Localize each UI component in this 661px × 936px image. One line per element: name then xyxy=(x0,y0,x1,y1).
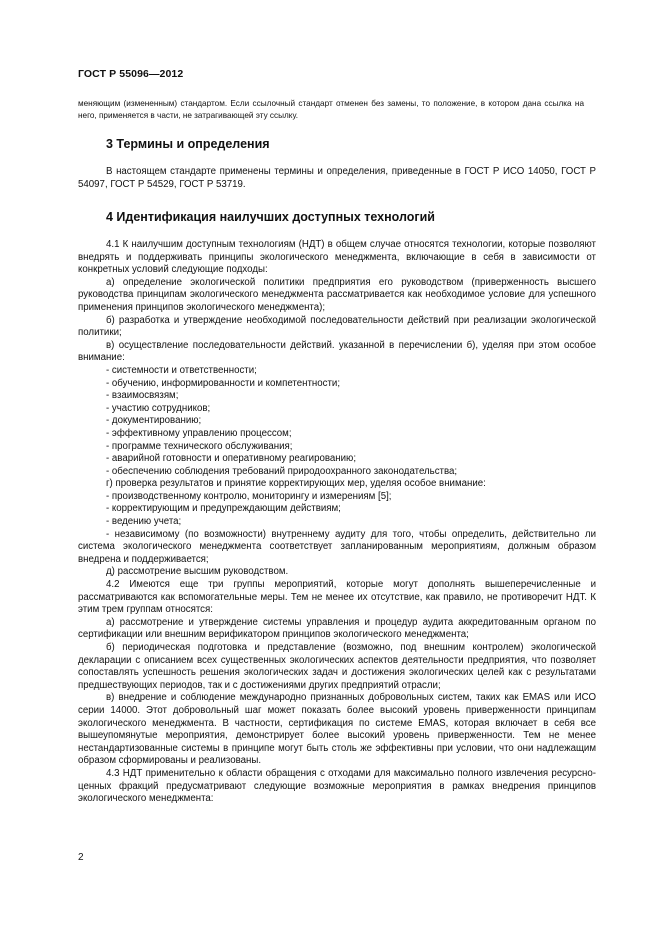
paragraph-4-2: 4.2 Имеются еще три группы мероприятий, которые могут дополнять вышеперечисленные и рассматриваются как вспомогательные меры. Тем не менее их отсутствие, как правило, не противоречит НДТ. К этим трем группам относятся: xyxy=(78,579,596,616)
list-item-b: б) разработка и утверждение необходимой последовательности действий при реализации экологической политики; xyxy=(78,314,596,339)
list-item-a: а) определение экологической политики предприятия его руководством (приверженность высшего руководства принципам экологического менеджмента рассматривается как необходимое условие для успешного применения принципов экологического менеджмента); xyxy=(78,276,596,313)
continuation-text: меняющим (измененным) стандартом. Если ссылочный стандарт отменен без замены, то положение, в котором дана ссылка на него, применяется в части, не затрагивающей эту ссылку. xyxy=(78,99,584,120)
section-4-title: 4 Идентификация наилучших доступных технологий xyxy=(106,210,435,224)
dash-item: - аварийной готовности и оперативному реагированию; xyxy=(106,453,357,465)
paragraph-4-3: 4.3 НДТ применительно к области обращения с отходами для максимально полного извлечения ресурсно-ценных фракций предусматривают следующие возможные мероприятия в рамках внедрения принципов экологического менеджмента: xyxy=(78,767,596,805)
page-number: 2 xyxy=(78,852,84,863)
section-3-body xyxy=(78,166,596,191)
list-item-b: б) периодическая подготовка и представление (возможно, под внешним контролем) экологической декларации с описанием всех существенных экологических аспектов деятельности предприятия, что позволяет сопоставлять успешность решения экологических задач и достижения экологических целей как с результатами предшествующих периодов, так и с достижениями других предприятий отрасли; xyxy=(78,642,596,691)
dash-item: - документированию; xyxy=(106,415,202,427)
dash-item: - участию сотрудников; xyxy=(106,402,211,414)
paragraph-4-1: 4.1 К наилучшим доступным технологиям (НДТ) в общем случае относятся технологии, которые позволяют внедрять и поддерживать принципы экологического менеджмента, включающие в себя в зависимости от конкретных условий следующие подходы: xyxy=(78,239,596,276)
list-item-g: г) проверка результатов и принятие корректирующих мер, уделяя особое внимание: xyxy=(106,478,486,490)
list-item-v: в) внедрение и соблюдение международно признанных добровольных систем, таких как EMAS или ИСО серии 14000. Этот добровольный шаг может показать более высокий уровень приверженности принципам экологического менеджмента. В частности, сертификация по системе EMAS, которая включает в себя все вышеупомянутые мероприятия, демонстрирует более высокий уровень приверженности. Тем не менее нестандартизованные системы в принципе могут быть столь же эффективны при условии, что они надлежащим образом сформированы и реализованы. xyxy=(78,692,596,767)
dash-item: - корректирующим и предупреждающим действиям; xyxy=(106,503,341,515)
document-header: ГОСТ Р 55096—2012 xyxy=(78,68,184,80)
list-item-a: а) рассмотрение и утверждение системы управления и процедур аудита аккредитованным органом по сертификации или внешним верификатором принципов экологического менеджмента; xyxy=(78,616,596,641)
dash-item: - программе технического обслуживания; xyxy=(106,440,293,452)
section-3-text: В настоящем стандарте применены термины и определения, приведенные в ГОСТ Р ИСО 14050, ГОСТ Р 54097, ГОСТ Р 54529, ГОСТ Р 53719. xyxy=(78,166,596,190)
list-item-v: в) осуществление последовательности действий. указанной в перечислении б), уделяя при этом особое внимание: xyxy=(78,339,596,364)
dash-item: - обеспечению соблюдения требований природоохранного законодательства; xyxy=(106,465,458,477)
section-4-body xyxy=(78,239,596,806)
dash-item: - эффективному управлению процессом; xyxy=(106,427,292,439)
dash-item: - системности и ответственности; xyxy=(106,364,257,376)
section-3-title: 3 Термины и определения xyxy=(106,137,270,151)
dash-item: - ведению учета; xyxy=(106,516,182,528)
list-item-d: д) рассмотрение высшим руководством. xyxy=(106,566,289,578)
dash-item: - обучению, информированности и компетентности; xyxy=(106,377,341,389)
dash-item-audit: - независимому (по возможности) внутреннему аудиту для того, чтобы определить, действительно ли система экологического менеджмента соответствует запланированным мероприятиям, должным образом внедрена и поддерживается; xyxy=(78,528,596,565)
dash-item: - производственному контролю, мониторингу и измерениям [5]; xyxy=(106,490,392,502)
dash-item: - взаимосвязям; xyxy=(106,390,179,402)
